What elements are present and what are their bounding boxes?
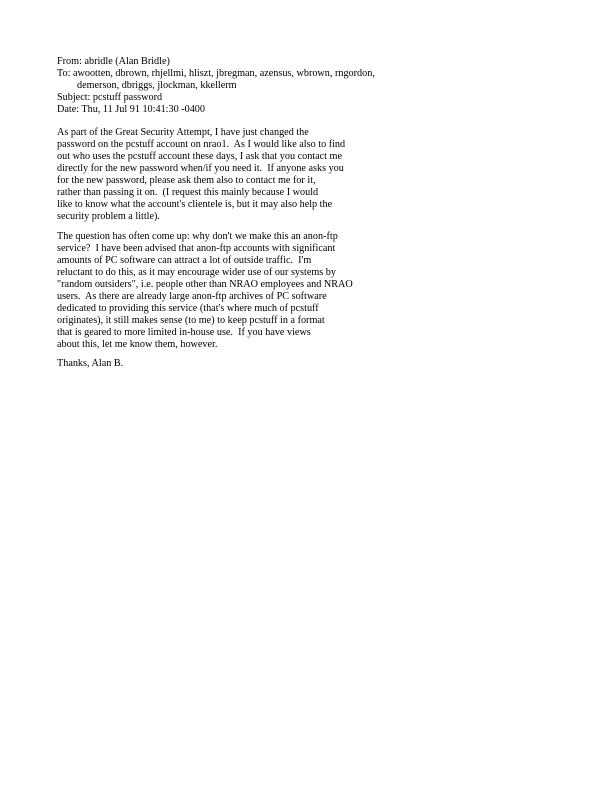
header-date: Date: Thu, 11 Jul 91 10:41:30 -0400 (57, 104, 205, 115)
body-line: password on the pcstuff account on nrao1. As I would like also to find (57, 139, 346, 150)
body-line: users. As there are already large anon-ftp archives of PC software (57, 291, 327, 302)
body-line: amounts of PC software can attract a lot of outside traffic. I'm (57, 255, 312, 266)
body-line: about this, let me know them, however. (57, 339, 218, 350)
signoff: Thanks, Alan B. (57, 358, 124, 369)
header-from: From: abridle (Alan Bridle) (57, 56, 170, 67)
body-line: like to know what the account's clientele is, but it may also help the (57, 199, 333, 210)
body-line: dedicated to providing this service (that's where much of pcstuff (57, 303, 319, 314)
body-line: that is geared to more limited in-house use. If you have views (57, 327, 311, 338)
body-line: The question has often come up: why don't we make this an anon-ftp (57, 231, 338, 242)
body-line: As part of the Great Security Attempt, I have just changed the (57, 127, 309, 138)
body-line: originates), it still makes sense (to me) to keep pcstuff in a format (57, 315, 325, 326)
header-to: To: awootten, dbrown, rhjellmi, hliszt, jbregman, azensus, wbrown, rngordon, (57, 68, 375, 79)
body-line: for the new password, please ask them also to contact me for it, (57, 175, 316, 186)
body-line: rather than passing it on. (I request this mainly because I would (57, 187, 319, 198)
body-line: "random outsiders", i.e. people other than NRAO employees and NRAO (57, 279, 353, 290)
header-subject: Subject: pcstuff password (57, 92, 163, 103)
header-to-continued: demerson, dbriggs, jlockman, kkellerm (77, 80, 237, 91)
body-line: directly for the new password when/if you need it. If anyone asks you (57, 163, 344, 174)
body-line: reluctant to do this, as it may encourage wider use of our systems by (57, 267, 336, 278)
body-line: security problem a little). (57, 211, 160, 222)
body-line: out who uses the pcstuff account these days, I ask that you contact me (57, 151, 342, 162)
body-line: service? I have been advised that anon-ftp accounts with significant (57, 243, 336, 254)
